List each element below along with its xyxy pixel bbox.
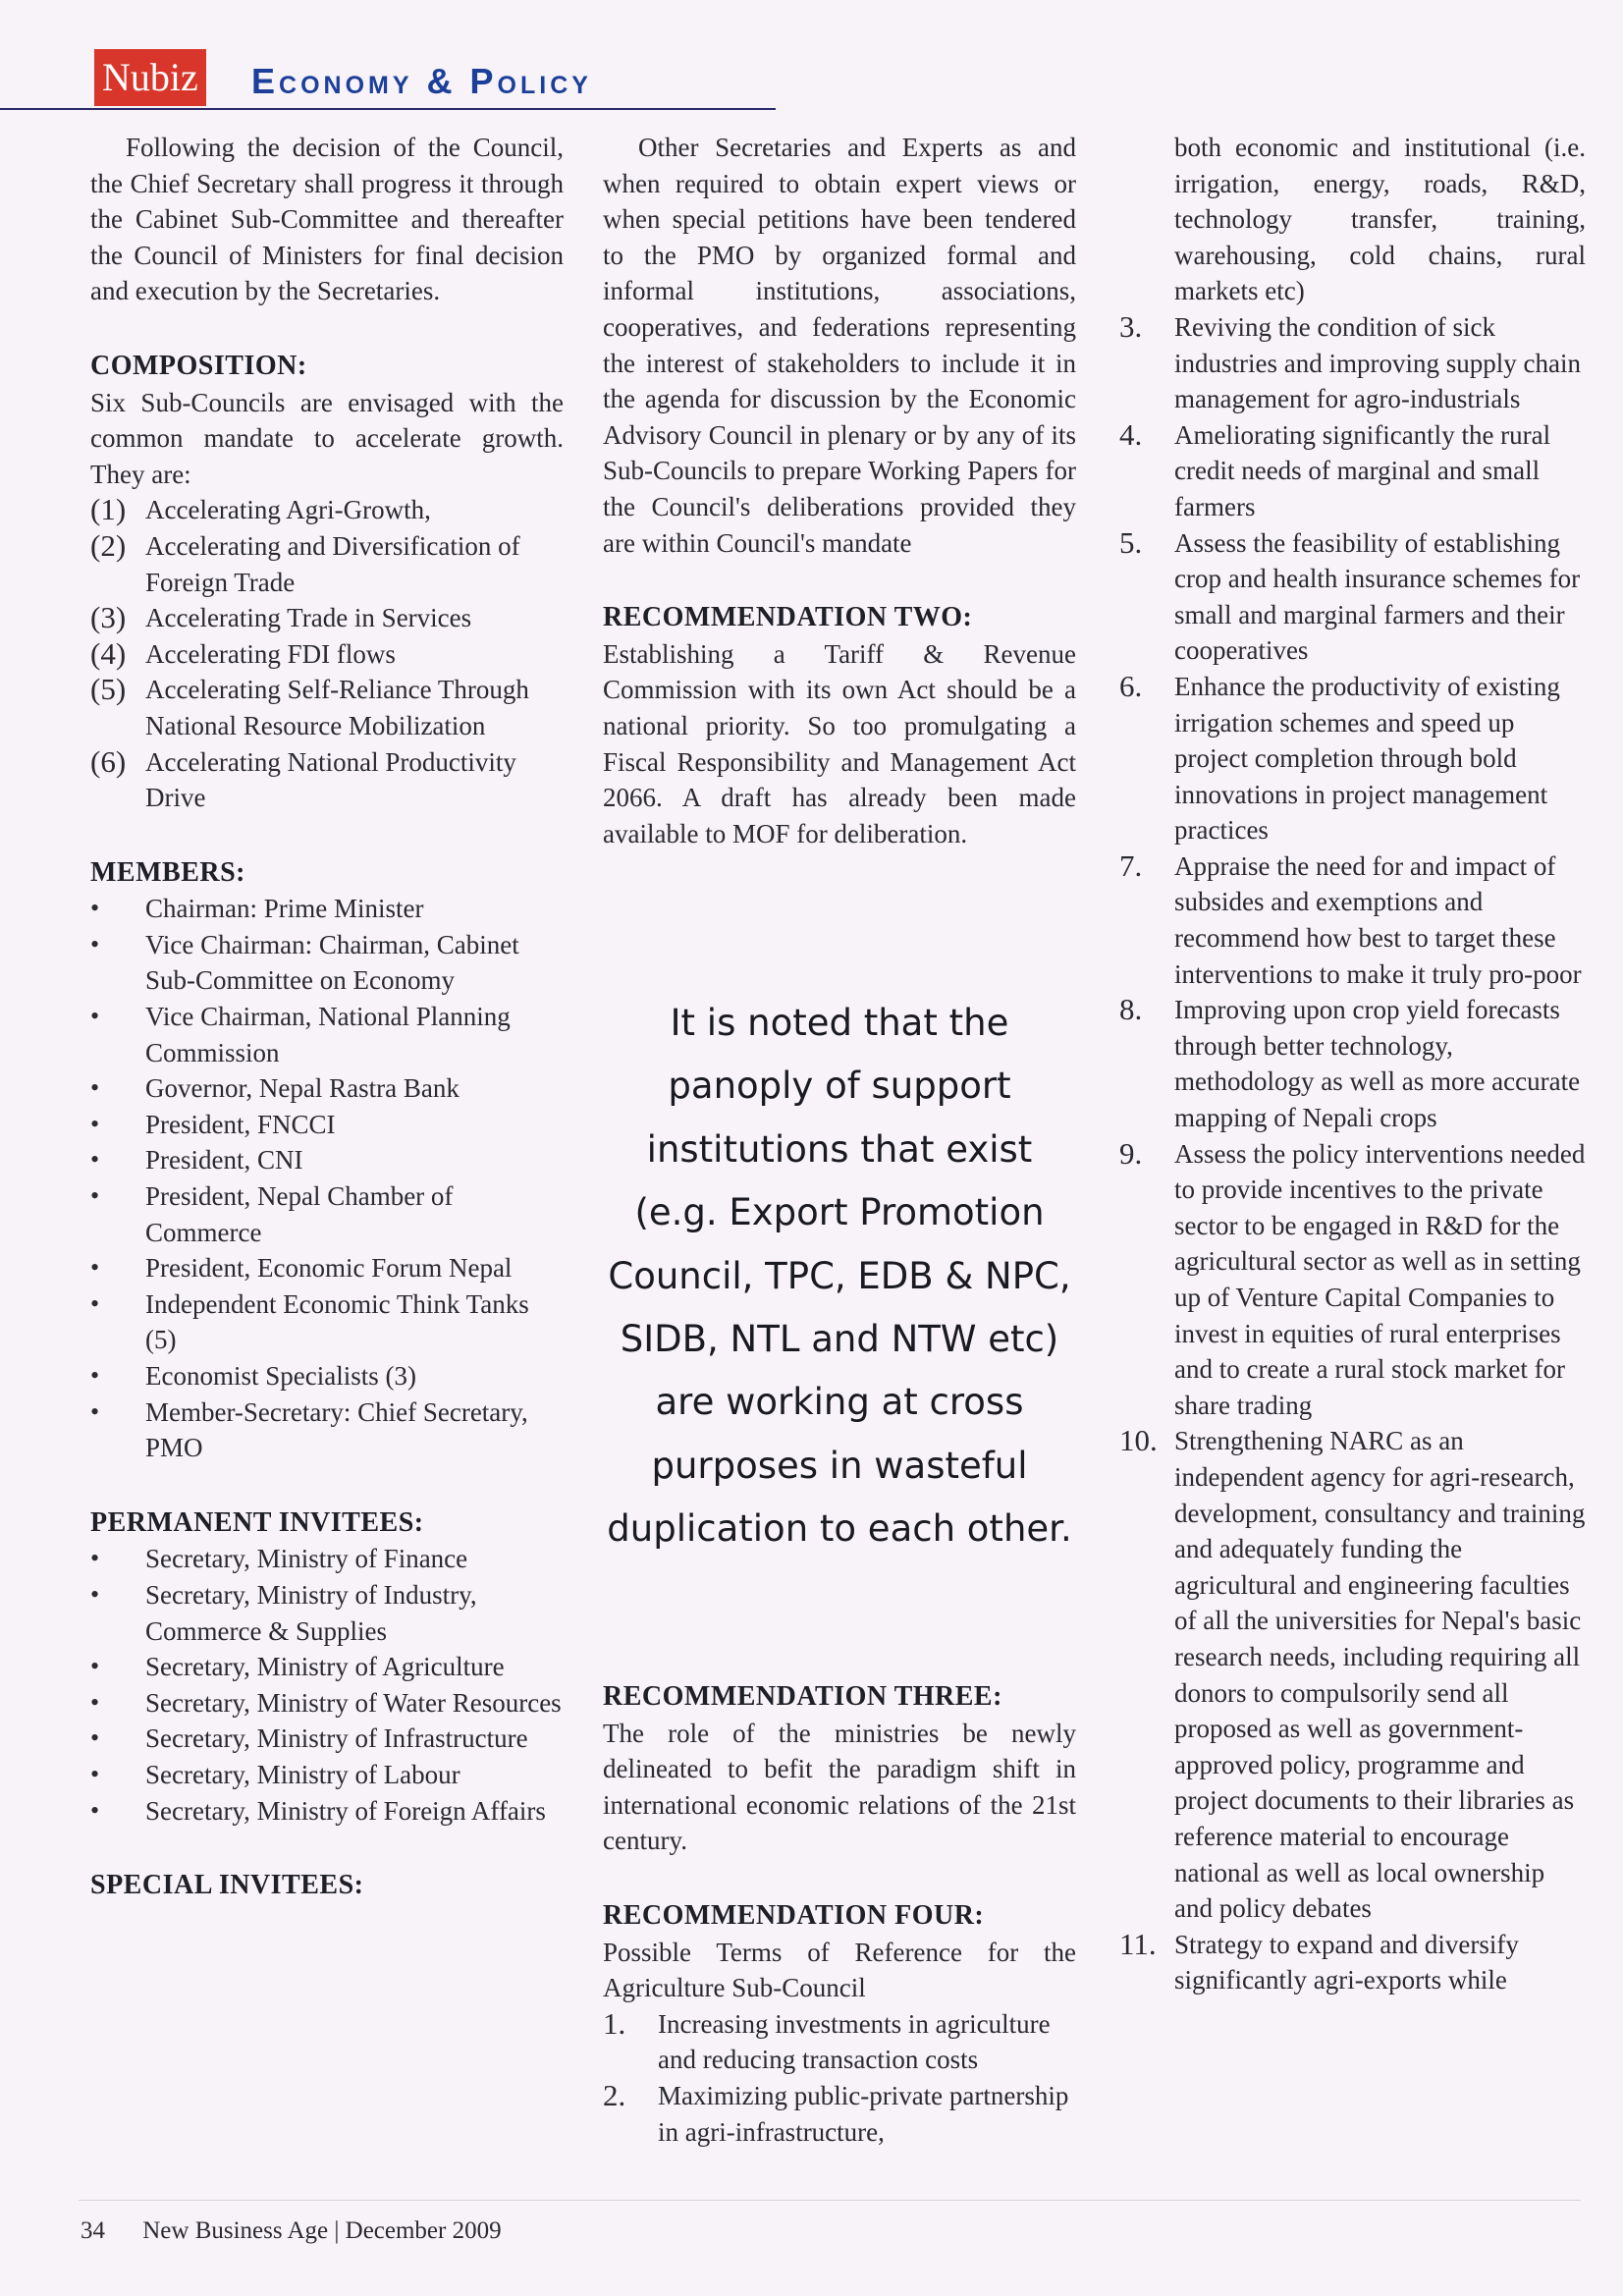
members-heading: MEMBERS: xyxy=(90,856,245,888)
permanent-invitees-heading: PERMANENT INVITEES: xyxy=(90,1506,424,1538)
header-divider xyxy=(0,108,776,110)
column-right xyxy=(1119,130,1586,1998)
column-middle xyxy=(603,130,1076,851)
subcouncil-list xyxy=(90,492,564,815)
footer-divider xyxy=(79,2200,1581,2201)
terms-of-reference-list-continued xyxy=(1119,309,1586,1998)
list-item: • President, FNCCI xyxy=(90,1107,564,1143)
pull-quote: It is noted that the panoply of support institutions that exist (e.g. Export Promotion Council, TPC, EDB & NPC, SIDB, NTL and NTW etc) are working at cross purposes in wasteful duplication to each other. xyxy=(607,1002,1072,1551)
list-item: (1) Accelerating Agri-Growth, xyxy=(90,492,431,527)
composition-heading: COMPOSITION: xyxy=(90,350,307,381)
list-item: • Economist Specialists (3) xyxy=(90,1358,564,1394)
recommendation-four-text: Possible Terms of Reference for the Agriculture Sub-Council xyxy=(603,1937,1076,2003)
section-title: Economy & Policy xyxy=(251,61,592,101)
list-item: • Governor, Nepal Rastra Bank xyxy=(90,1070,564,1107)
page-header xyxy=(0,0,785,110)
page-footer xyxy=(81,2217,502,2245)
list-item: 4. Ameliorating significantly the rural credit needs of marginal and small farmers xyxy=(1119,416,1551,521)
list-item: • Secretary, Ministry of Industry, Commerce & Supplies xyxy=(90,1577,564,1649)
list-item: 5. Assess the feasibility of establishing crop and health insurance schemes for small and marginal farmers and their cooperatives xyxy=(1119,524,1581,666)
list-item: 10. Strengthening NARC as an independent agency for agri-research, development, consultancy and training and adequately funding the agricultural and engineering faculties of all the universities for Nepal's basic research needs, including requiring all donors to compulsorily send all proposed as well as government-approved policy, programme and project documents to their libraries as reference material to encourage national as well as local ownership and policy debates xyxy=(1119,1423,1586,1924)
recommendation-three-text: The role of the ministries be newly delineated to befit the paradigm shift in international economic relations of the 21st century. xyxy=(603,1718,1076,1856)
list-item: • Secretary, Ministry of Infrastructure xyxy=(90,1721,564,1757)
list-item: • Vice Chairman, National Planning Commission xyxy=(90,999,564,1070)
recommendation-four-heading: RECOMMENDATION FOUR: xyxy=(603,1899,985,1931)
continuation-text: both economic and institutional (i.e. irrigation, energy, roads, R&D, technology transfer, training, warehousing, cold chains, rural markets etc) xyxy=(1174,133,1586,306)
list-item: 8. Improving upon crop yield forecasts through better technology, methodology as well as more accurate mapping of Nepali crops xyxy=(1119,992,1581,1133)
list-item: • Chairman: Prime Minister xyxy=(90,891,564,927)
column-left xyxy=(90,130,564,1904)
list-item: • President, CNI xyxy=(90,1142,564,1178)
brand-logo: Nubiz xyxy=(94,49,206,106)
recommendation-two-heading: RECOMMENDATION TWO: xyxy=(603,602,973,633)
list-item: (5) Accelerating Self-Reliance Through National Resource Mobilization xyxy=(90,672,529,740)
terms-of-reference-list xyxy=(603,2006,1076,2150)
list-item: 1. Increasing investments in agriculture and reducing transaction costs xyxy=(603,2005,1051,2075)
list-item: • Independent Economic Think Tanks (5) xyxy=(90,1286,564,1358)
list-item: • Secretary, Ministry of Finance xyxy=(90,1541,564,1577)
members-list xyxy=(90,891,564,1466)
list-item: 11. Strategy to expand and diversify significantly agri-exports while xyxy=(1119,1926,1519,1995)
list-item: • President, Economic Forum Nepal xyxy=(90,1250,564,1286)
list-item: (6) Accelerating National Productivity Drive xyxy=(90,743,516,813)
special-invitees-heading: SPECIAL INVITEES: xyxy=(90,1870,364,1901)
list-item: 7. Appraise the need for and impact of subsides and exemptions and recommend how best to target these interventions to make it truly pro-poor xyxy=(1119,847,1582,989)
list-item: 6. Enhance the productivity of existing irrigation schemes and speed up project completion through bold innovations in project management practices xyxy=(1119,668,1560,846)
page-number: 34 xyxy=(81,2217,105,2244)
composition-text: Six Sub-Councils are envisaged with the common mandate to accelerate growth. They are: xyxy=(90,387,564,489)
list-item: 3. Reviving the condition of sick industries and improving supply chain management for agro-industrials xyxy=(1119,308,1581,414)
column-middle-lower xyxy=(603,1679,1076,2150)
list-item: (2) Accelerating and Diversification of Foreign Trade xyxy=(90,527,520,597)
recommendation-two-text: Establishing a Tariff & Revenue Commission with its own Act should be a national priority. So too promulgating a Fiscal Responsibility and Management Act 2066. A draft has already been made available to MOF for deliberation. xyxy=(603,638,1076,848)
list-item: 9. Assess the policy interventions needed to provide incentives to the private sector to be engaged in R&D for the agricultural sector as well as in setting up of Venture Capital Companies to invest in equities of rural enterprises and to create a rural stock market for share trading xyxy=(1119,1135,1586,1420)
intro-paragraph: Following the decision of the Council, the Chief Secretary shall progress it through the Cabinet Sub-Committee and thereafter the Council of Ministers for final decision and execution by the Secretaries. xyxy=(90,133,564,306)
list-item: • President, Nepal Chamber of Commerce xyxy=(90,1178,564,1250)
list-item: • Secretary, Ministry of Labour xyxy=(90,1757,564,1793)
special-invitees-text: Other Secretaries and Experts as and when required to obtain expert views or when special petitions have been tendered to the PMO by organized formal and informal institutions, associations, cooperatives, and federations representing the interest of stakeholders to include it in the agenda for discussion by the Economic Advisory Council in plenary or by any of its Sub-Councils to prepare Working Papers for the Council's deliberations provided they are within Council's mandate xyxy=(603,133,1076,558)
publication-info: New Business Age | December 2009 xyxy=(142,2217,502,2244)
list-item: • Vice Chairman: Chairman, Cabinet Sub-Committee on Economy xyxy=(90,927,564,999)
list-item: • Secretary, Ministry of Water Resources xyxy=(90,1685,564,1722)
list-item: (3) Accelerating Trade in Services xyxy=(90,600,472,635)
recommendation-three-heading: RECOMMENDATION THREE: xyxy=(603,1681,1002,1712)
list-item: 2. Maximizing public-private partnership in agri-infrastructure, xyxy=(603,2077,1069,2147)
list-item: • Member-Secretary: Chief Secretary, PMO xyxy=(90,1394,564,1466)
list-item: • Secretary, Ministry of Agriculture xyxy=(90,1649,564,1685)
list-item: (4) Accelerating FDI flows xyxy=(90,635,396,671)
list-item: • Secretary, Ministry of Foreign Affairs xyxy=(90,1793,564,1830)
permanent-invitees-list xyxy=(90,1541,564,1829)
